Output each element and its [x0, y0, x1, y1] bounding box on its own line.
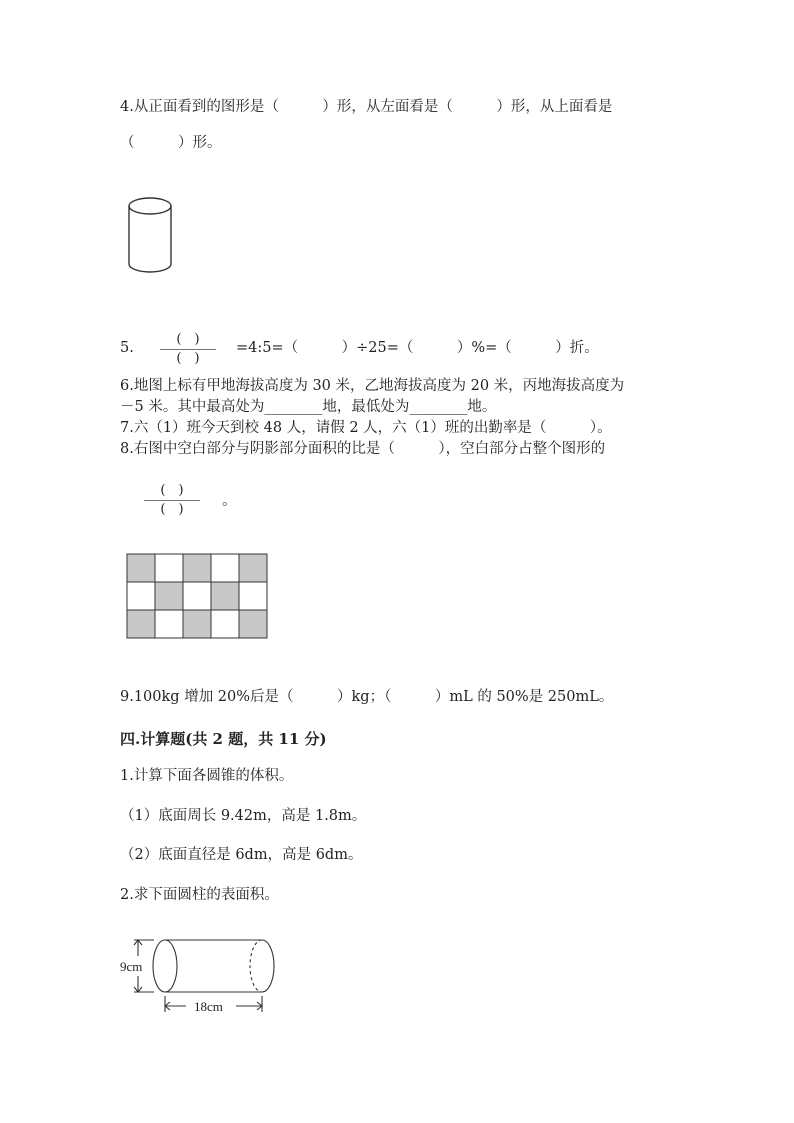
grid-cell-r2-c3 [211, 610, 239, 638]
q6-line2: －5 米。其中最高处为________地，最低处为________地。 [120, 399, 497, 415]
q8-frac-numerator: ( ) [160, 483, 184, 498]
grid-cell-r0-c1 [155, 554, 183, 582]
grid-cell-r1-c1 [155, 582, 183, 610]
q8-fraction [144, 483, 200, 518]
length-label: 18cm [194, 999, 223, 1014]
q5-fraction [160, 332, 216, 367]
q5-frac-denominator: ( ) [176, 351, 200, 366]
q9-text: 9.100kg 增加 20%后是（ ）kg；（ ）mL 的 50%是 250mL。 [120, 689, 614, 705]
cylinder-left-face [153, 940, 177, 992]
grid-cell-r2-c4 [239, 610, 267, 638]
grid-cell-r0-c2 [183, 554, 211, 582]
q8-frac-denominator: ( ) [160, 502, 184, 517]
shaded-grid-figure [126, 553, 270, 639]
q5-frac-bar [160, 349, 216, 350]
grid-cell-r2-c2 [183, 610, 211, 638]
q7-text: 7.六（1）班今天到校 48 人，请假 2 人，六（1）班的出勤率是（ ）。 [120, 420, 612, 436]
cylinder-top-ellipse [129, 198, 171, 214]
cylinder-right-visible-arc [262, 940, 274, 992]
cylinder-right-hidden-arc [250, 940, 262, 992]
grid-cell-r0-c3 [211, 554, 239, 582]
grid-cell-r1-c0 [127, 582, 155, 610]
section-title: 四.计算题(共 2 题，共 11 分) [120, 730, 327, 748]
cylinder-dimension-figure [118, 930, 288, 1020]
grid-cell-r1-c4 [239, 582, 267, 610]
q6-line1: 6.地图上标有甲地海拔高度为 30 米，乙地海拔高度为 20 米，丙地海拔高度为 [120, 378, 625, 394]
cylinder-bottom-arc [129, 264, 171, 272]
q4-line1: 4.从正面看到的图形是（ ）形，从左面看是（ ）形，从上面看是 [120, 99, 613, 115]
calc2-title: 2.求下面圆柱的表面积。 [120, 887, 279, 903]
grid-cell-r2-c1 [155, 610, 183, 638]
cylinder-figure [120, 188, 180, 278]
calc1-item-2: （2）底面直径是 6dm，高是 6dm。 [120, 847, 363, 863]
calc1-item-1: （1）底面周长 9.42m，高是 1.8m。 [120, 808, 367, 824]
q8-frac-bar [144, 500, 200, 501]
q5-rest: =4:5=（ ）÷25=（ ）%=（ ）折。 [236, 340, 599, 356]
q8-period: 。 [222, 493, 237, 509]
calc1-title: 1.计算下面各圆锥的体积。 [120, 768, 294, 784]
grid-cell-r1-c2 [183, 582, 211, 610]
grid-cell-r1-c3 [211, 582, 239, 610]
grid-cell-r0-c4 [239, 554, 267, 582]
grid-cell-r0-c0 [127, 554, 155, 582]
q8-text: 8.右图中空白部分与阴影部分面积的比是（ ），空白部分占整个图形的 [120, 441, 606, 457]
q5-frac-numerator: ( ) [176, 332, 200, 347]
diameter-label: 9cm [120, 959, 143, 974]
q5-number: 5. [120, 340, 134, 356]
q4-line2: （ ）形。 [120, 135, 222, 151]
grid-cell-r2-c0 [127, 610, 155, 638]
